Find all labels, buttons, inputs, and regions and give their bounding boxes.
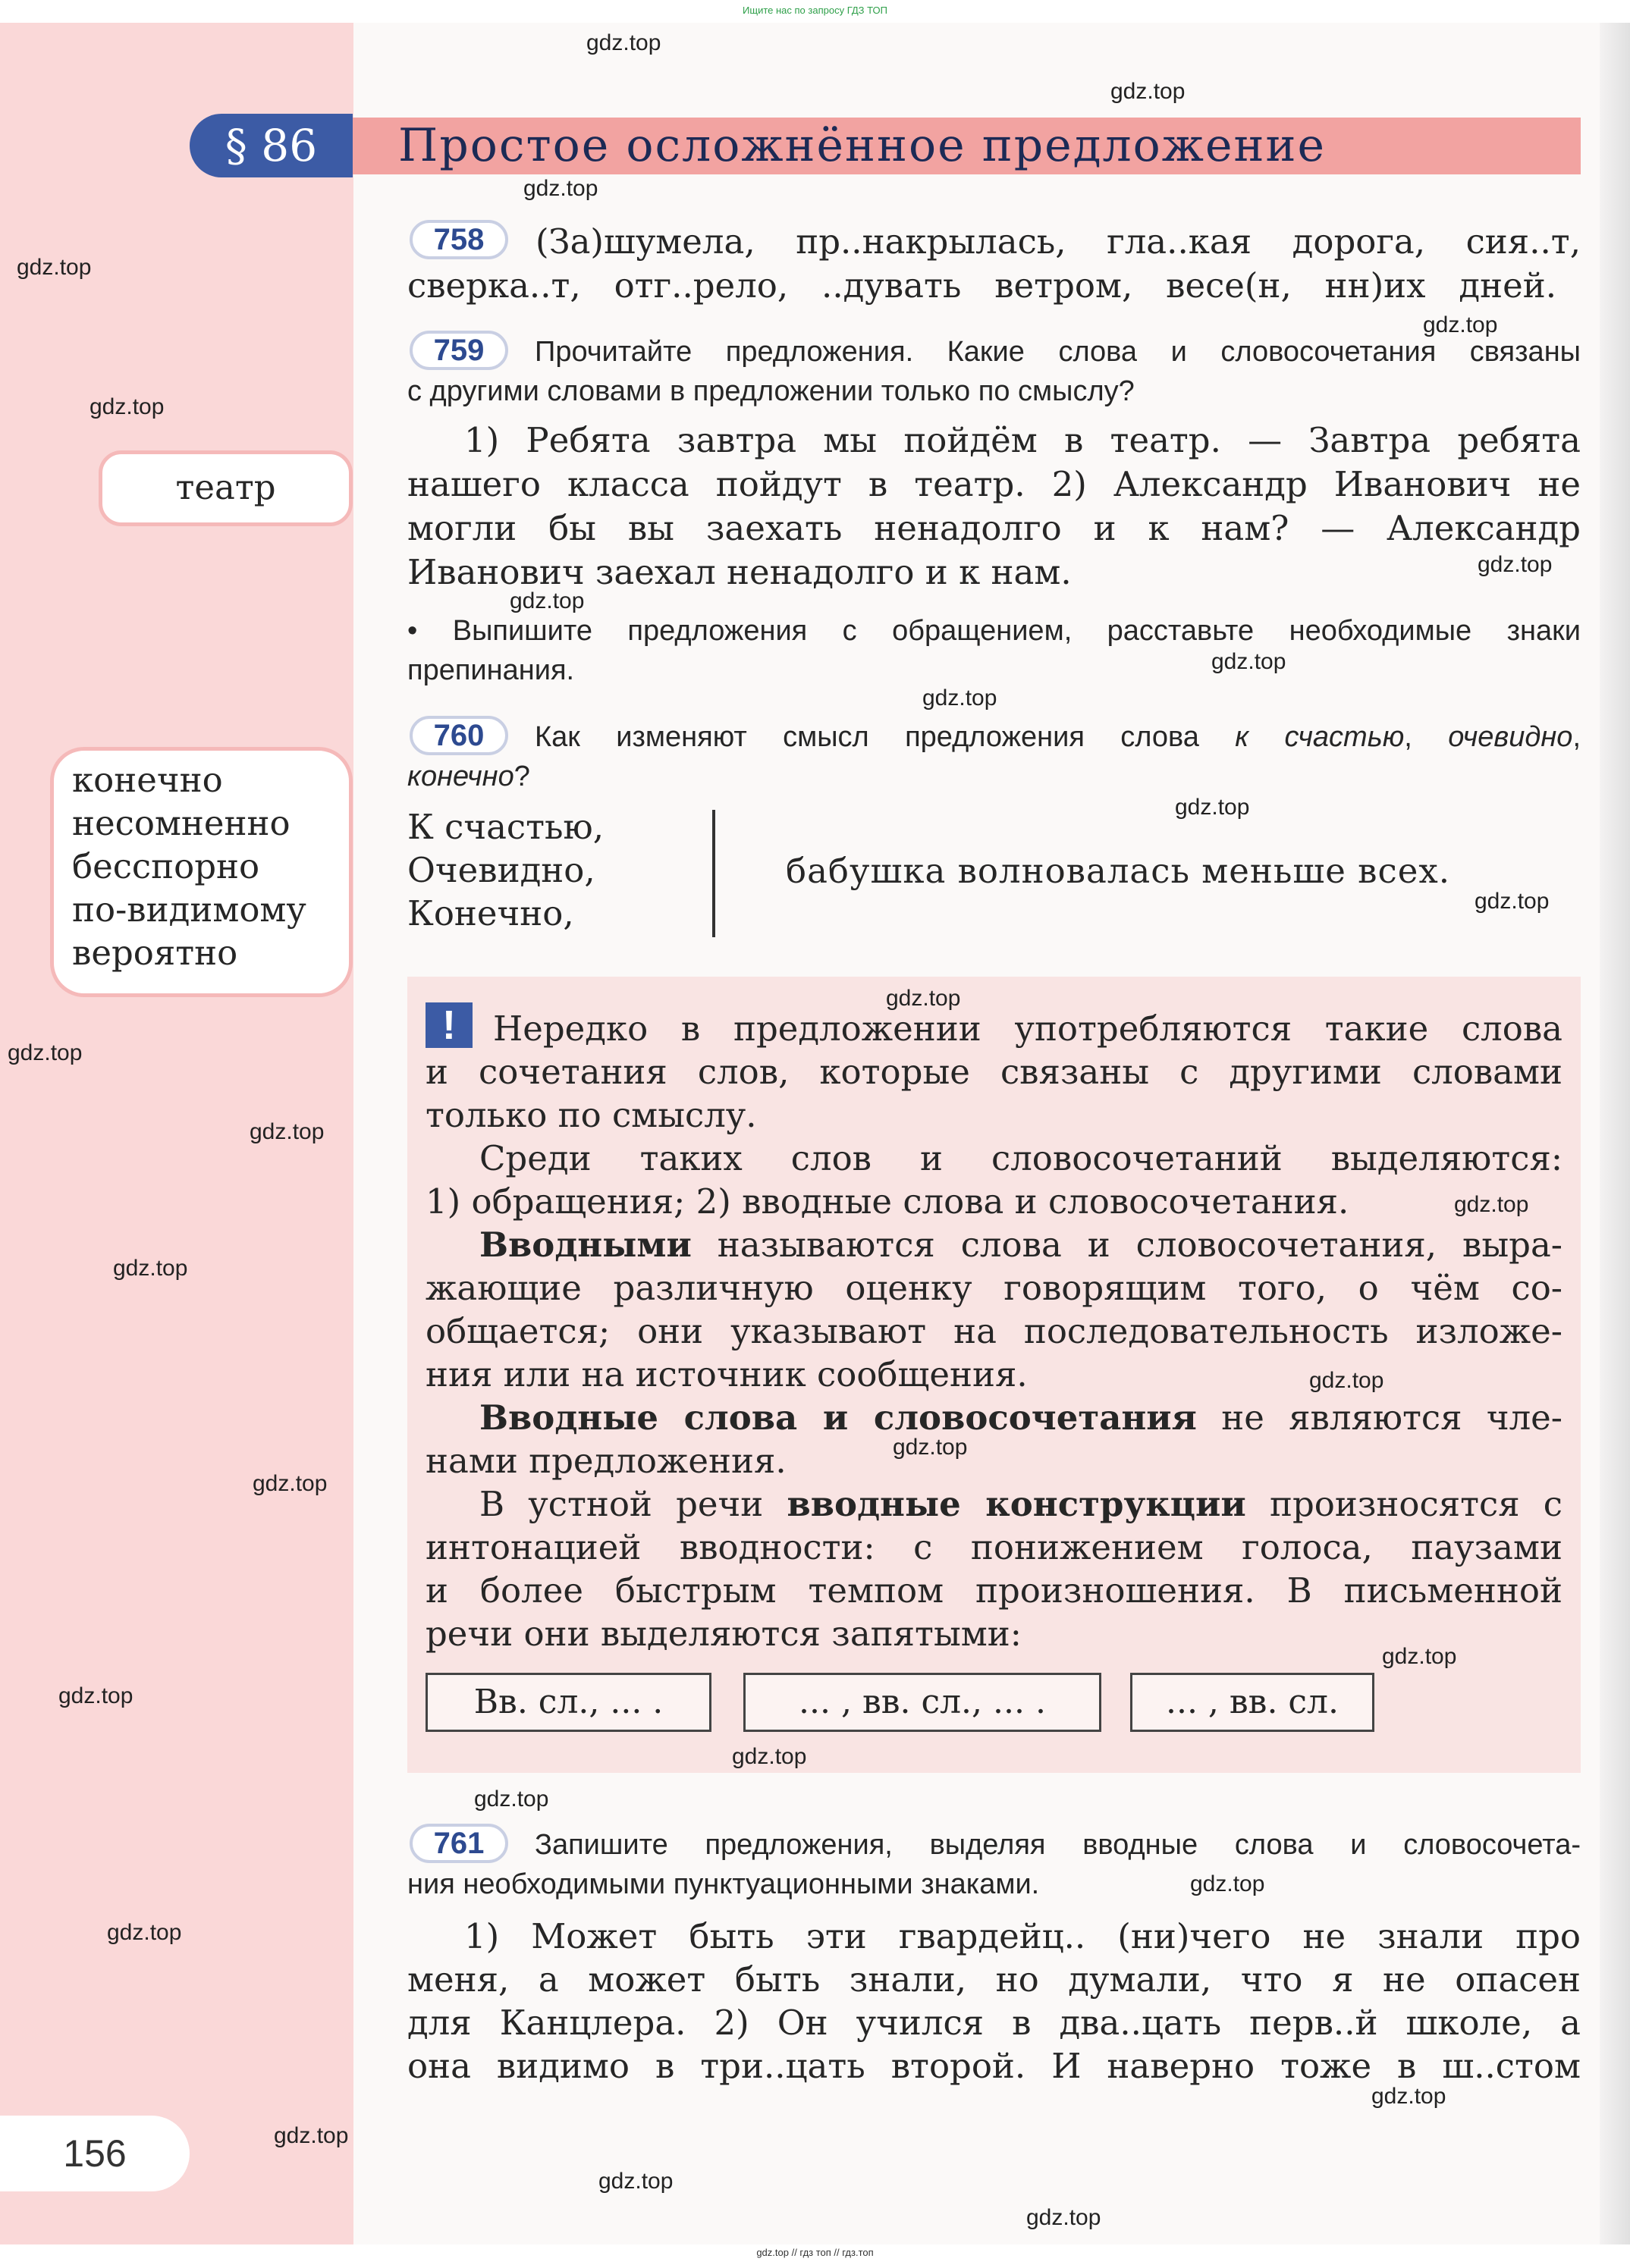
exercise-760-task: конечно? [407,761,530,792]
introductory-word: Конечно, [407,893,574,933]
rule-text: речи они выделяются запятыми: [426,1614,1022,1654]
top-note: Ищите нас по запросу ГДЗ ТОП [743,5,887,16]
watermark: gdz.top [1309,1368,1384,1393]
watermark: gdz.top [1478,552,1553,577]
watermark: gdz.top [893,1435,968,1460]
punctuation-scheme: ... , вв. сл., ... . [743,1673,1101,1732]
sidebar-words-box [50,747,353,997]
section-number: § 86 [190,114,353,177]
exercise-761-text: для Канцлера. 2) Он учился в два..цать перв..й школе, а [407,2003,1581,2043]
exercise-760-divider [712,810,715,937]
exercise-759-text: 1) Ребята завтра мы пойдём в театр. — Завтра ребята [464,420,1581,460]
watermark: gdz.top [1454,1192,1529,1217]
rule-text: общается; они указывают на последовательность изложе- [426,1311,1562,1351]
page-number: 156 [0,2116,190,2191]
rule-text: только по смыслу. [426,1095,757,1135]
sidebar-word: театр [175,467,276,507]
sidebar-word: по-видимому [72,889,306,930]
introductory-word: К счастью, [407,807,604,847]
exercise-760-sentence: бабушка волновалась меньше всех. [786,851,1451,891]
watermark: gdz.top [1371,2084,1446,2109]
watermark: gdz.top [8,1040,83,1065]
watermark: gdz.top [113,1256,188,1281]
exercise-761-text: она видимо в три..цать второй. И наверно тоже в ш..стом [407,2046,1581,2086]
punctuation-scheme: Вв. сл., ... . [426,1673,711,1732]
exercise-761-task: Запишите предложения, выделяя вводные слова и словосочета- [535,1829,1581,1861]
exercise-759-bullet: • Выпишите предложения с обращением, расставьте необходимые знаки [407,615,1581,647]
sidebar-word: вероятно [72,933,238,973]
sidebar-word: несомненно [72,803,291,843]
exercise-760-number: 760 [410,716,508,755]
watermark: gdz.top [474,1786,549,1812]
watermark: gdz.top [1211,649,1286,674]
watermark: gdz.top [510,588,585,613]
watermark: gdz.top [1423,312,1498,337]
exercise-759-task: Прочитайте предложения. Какие слова и словосочетания связаны [535,336,1581,368]
exercise-759-text: могли бы вы заехать ненадолго и к нам? — Александр [407,508,1581,548]
watermark: gdz.top [107,1920,182,1945]
watermark: gdz.top [1382,1644,1457,1669]
sidebar-word: конечно [72,760,223,800]
watermark: gdz.top [253,1471,328,1496]
watermark: gdz.top [886,986,961,1011]
exercise-758-line: сверка..т, отг..рело, ..дувать ветром, весе(н, нн)их дней. [407,265,1556,306]
exclamation-icon: ! [426,1002,473,1048]
exercise-758-number: 758 [410,220,508,259]
exercise-759-bullet: препинания. [407,654,575,686]
rule-text: и более быстрым темпом произношения. В письменной [426,1570,1562,1611]
watermark: gdz.top [90,394,165,419]
watermark: gdz.top [58,1683,133,1708]
rule-text: Вводными называются слова и словосочетания, выра- [479,1225,1562,1265]
rule-text: Вводные слова и словосочетания не являются чле- [479,1398,1563,1438]
watermark: gdz.top [1475,889,1550,914]
introductory-word: Очевидно, [407,850,595,890]
rule-text: Среди таких слов и словосочетаний выделяются: [479,1138,1562,1178]
rule-text: жающие различную оценку говорящим того, о чём со- [426,1268,1562,1308]
watermark: gdz.top [17,255,92,280]
rule-text: и сочетания слов, которые связаны с другими словами [426,1052,1562,1092]
watermark: gdz.top [1110,79,1186,104]
exercise-761-task: ния необходимыми пунктуационными знаками. [407,1868,1040,1900]
exercise-759-task: с другими словами в предложении только по смыслу? [407,375,1135,407]
exercise-758-line: (За)шумела, пр..накрылась, гла..кая дорога, сия..т, [535,221,1581,262]
sidebar-word-box [99,450,353,526]
watermark: gdz.top [922,685,997,711]
exercise-761-text: 1) Может быть эти гвардейц.. (ни)чего не знали про [464,1916,1581,1956]
punctuation-scheme: ... , вв. сл. [1130,1673,1374,1732]
exercise-759-text: Иванович заехал ненадолго и к нам. [407,552,1072,592]
watermark: gdz.top [586,30,661,55]
exercise-761-number: 761 [410,1824,508,1863]
watermark: gdz.top [1190,1871,1265,1896]
exercise-761-text: меня, а может быть знали, но думали, что я не опасен [407,1959,1581,2000]
rule-text: ния или на источник сообщения. [426,1354,1028,1394]
watermark: gdz.top [1026,2205,1101,2230]
exercise-759-number: 759 [410,331,508,370]
rule-text: нами предложения. [426,1441,787,1481]
page-edge-shadow [1600,23,1630,2244]
section-title: Простое осложнённое предложение [398,119,1326,172]
watermark: gdz.top [598,2169,674,2194]
watermark: gdz.top [274,2123,349,2148]
rule-text: В устной речи вводные конструкции произносятся с [479,1484,1562,1524]
watermark: gdz.top [250,1119,325,1144]
exercise-760-left-column [407,805,604,935]
bottom-note: gdz.top // гдз топ // гдз.топ [756,2247,874,2258]
watermark: gdz.top [1175,795,1250,820]
sidebar-word: бесспорно [72,846,260,886]
rule-text: интонацией вводности: с понижением голоса, паузами [426,1527,1562,1567]
watermark: gdz.top [732,1744,807,1769]
rule-text: Нередко в предложении употребляются такие слова [493,1009,1562,1049]
rule-text: 1) обращения; 2) вводные слова и словосочетания. [426,1181,1349,1222]
watermark: gdz.top [523,176,598,201]
exercise-760-task: Как изменяют смысл предложения слова к счастью, очевидно, [535,721,1581,753]
exercise-759-text: нашего класса пойдут в театр. 2) Александр Иванович не [407,464,1581,504]
